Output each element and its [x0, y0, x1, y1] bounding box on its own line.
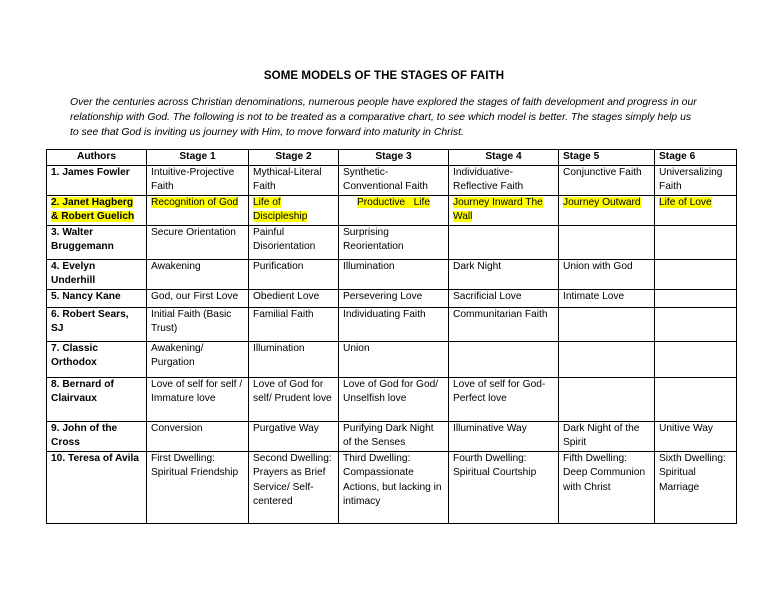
- stage-cell: Secure Orientation: [147, 225, 249, 259]
- stage-cell: Purifying Dark Night of the Senses: [339, 421, 449, 451]
- stage-cell: Intimate Love: [559, 289, 655, 307]
- stage-cell: [559, 225, 655, 259]
- header-stage-4: Stage 4: [449, 150, 559, 166]
- table-row: [47, 195, 737, 225]
- stage-cell: Awakening/ Purgation: [147, 341, 249, 377]
- author-cell: 9. John of the Cross: [47, 421, 147, 451]
- table-row: [47, 225, 737, 259]
- stage-cell: God, our First Love: [147, 289, 249, 307]
- stage-cell: Third Dwelling: Compassionate Actions, but lacking in intimacy: [339, 451, 449, 523]
- stage-cell: Purification: [249, 259, 339, 289]
- header-stage-1: Stage 1: [147, 150, 249, 166]
- author-cell: 4. Evelyn Underhill: [47, 259, 147, 289]
- table-header-row: [47, 150, 737, 166]
- author-cell: 7. Classic Orthodox: [47, 341, 147, 377]
- stage-cell: [249, 195, 339, 225]
- table-row: [47, 165, 737, 195]
- stage-cell: Awakening: [147, 259, 249, 289]
- author-cell: 5. Nancy Kane: [47, 289, 147, 307]
- stage-cell: [655, 289, 737, 307]
- stage-cell: Conversion: [147, 421, 249, 451]
- stage-cell: [655, 307, 737, 341]
- author-cell: 1. James Fowler: [47, 165, 147, 195]
- table-row: [47, 377, 737, 421]
- author-cell: 6. Robert Sears, SJ: [47, 307, 147, 341]
- stage-cell: Purgative Way: [249, 421, 339, 451]
- stage-cell: Fourth Dwelling: Spiritual Courtship: [449, 451, 559, 523]
- header-stage-2: Stage 2: [249, 150, 339, 166]
- stage-cell: Dark Night of the Spirit: [559, 421, 655, 451]
- stage-cell: Synthetic-Conventional Faith: [339, 165, 449, 195]
- stage-cell: Sixth Dwelling: Spiritual Marriage: [655, 451, 737, 523]
- stage-cell: [559, 377, 655, 421]
- stage-cell: [147, 195, 249, 225]
- table-row: [47, 341, 737, 377]
- stage-cell: First Dwelling: Spiritual Friendship: [147, 451, 249, 523]
- stage-cell: Second Dwelling: Prayers as Brief Service/ Self-centered: [249, 451, 339, 523]
- stage-cell: [559, 307, 655, 341]
- stage-cell: [339, 195, 449, 225]
- highlighted-text: Recognition of God: [151, 196, 239, 208]
- table-row: [47, 307, 737, 341]
- stage-cell: Initial Faith (Basic Trust): [147, 307, 249, 341]
- stage-cell: Dark Night: [449, 259, 559, 289]
- stage-cell: Union with God: [559, 259, 655, 289]
- header-stage-5: Stage 5: [559, 150, 655, 166]
- stage-cell: Illumination: [339, 259, 449, 289]
- table-row: [47, 289, 737, 307]
- stage-cell: [655, 195, 737, 225]
- stage-cell: Love of self for self / Immature love: [147, 377, 249, 421]
- stage-cell: Universalizing Faith: [655, 165, 737, 195]
- stage-cell: Love of self for God- Perfect love: [449, 377, 559, 421]
- stage-cell: [655, 225, 737, 259]
- stage-cell: Intuitive-Projective Faith: [147, 165, 249, 195]
- stage-cell: [449, 341, 559, 377]
- stage-cell: Illumination: [249, 341, 339, 377]
- stage-cell: Familial Faith: [249, 307, 339, 341]
- stage-cell: Unitive Way: [655, 421, 737, 451]
- header-stage-6: Stage 6: [655, 150, 737, 166]
- highlighted-text: Journey Outward: [563, 196, 641, 208]
- stage-cell: [559, 341, 655, 377]
- highlighted-text: 2. Janet Hagberg & Robert Guelich: [51, 196, 135, 222]
- stage-cell: Sacrificial Love: [449, 289, 559, 307]
- table-row: [47, 259, 737, 289]
- page-title: SOME MODELS OF THE STAGES OF FAITH: [263, 70, 505, 82]
- stage-cell: [655, 341, 737, 377]
- highlighted-text: Journey Inward The Wall: [453, 196, 543, 222]
- stage-cell: Union: [339, 341, 449, 377]
- stage-cell: Fifth Dwelling: Deep Communion with Christ: [559, 451, 655, 523]
- highlighted-text: Productive Life: [356, 196, 431, 208]
- header-stage-3: Stage 3: [339, 150, 449, 166]
- stage-cell: Love of God for God/ Unselfish love: [339, 377, 449, 421]
- stage-cell: [655, 377, 737, 421]
- table-row: [47, 421, 737, 451]
- header-authors: Authors: [47, 150, 147, 166]
- stage-cell: Mythical-Literal Faith: [249, 165, 339, 195]
- stage-cell: Persevering Love: [339, 289, 449, 307]
- stage-cell: [449, 195, 559, 225]
- stage-cell: Surprising Reorientation: [339, 225, 449, 259]
- highlighted-text: Life of Discipleship: [253, 196, 308, 222]
- stage-cell: [449, 225, 559, 259]
- author-cell: [47, 195, 147, 225]
- stage-cell: Illuminative Way: [449, 421, 559, 451]
- stage-cell: Conjunctive Faith: [559, 165, 655, 195]
- stage-cell: [559, 195, 655, 225]
- highlighted-text: Life of Love: [659, 196, 712, 208]
- stage-cell: Love of God for self/ Prudent love: [249, 377, 339, 421]
- intro-paragraph: Over the centuries across Christian denominations, numerous people have explored the stages of faith development and progress in our relationship with God. The following is not to be treated as a comparative chart, to see which model is better. The stages simply help us to see that God is inviting us journey with Him, to move forward into maturity in Christ.: [70, 97, 697, 138]
- author-cell: 8. Bernard of Clairvaux: [47, 377, 147, 421]
- stage-cell: Obedient Love: [249, 289, 339, 307]
- author-cell: 3. Walter Bruggemann: [47, 225, 147, 259]
- stage-cell: Painful Disorientation: [249, 225, 339, 259]
- author-cell: 10. Teresa of Avila: [47, 451, 147, 523]
- stage-cell: Communitarian Faith: [449, 307, 559, 341]
- stage-cell: Individuative-Reflective Faith: [449, 165, 559, 195]
- stage-cell: [655, 259, 737, 289]
- table-row: [47, 451, 737, 523]
- stage-cell: Individuating Faith: [339, 307, 449, 341]
- stages-table: [46, 149, 737, 524]
